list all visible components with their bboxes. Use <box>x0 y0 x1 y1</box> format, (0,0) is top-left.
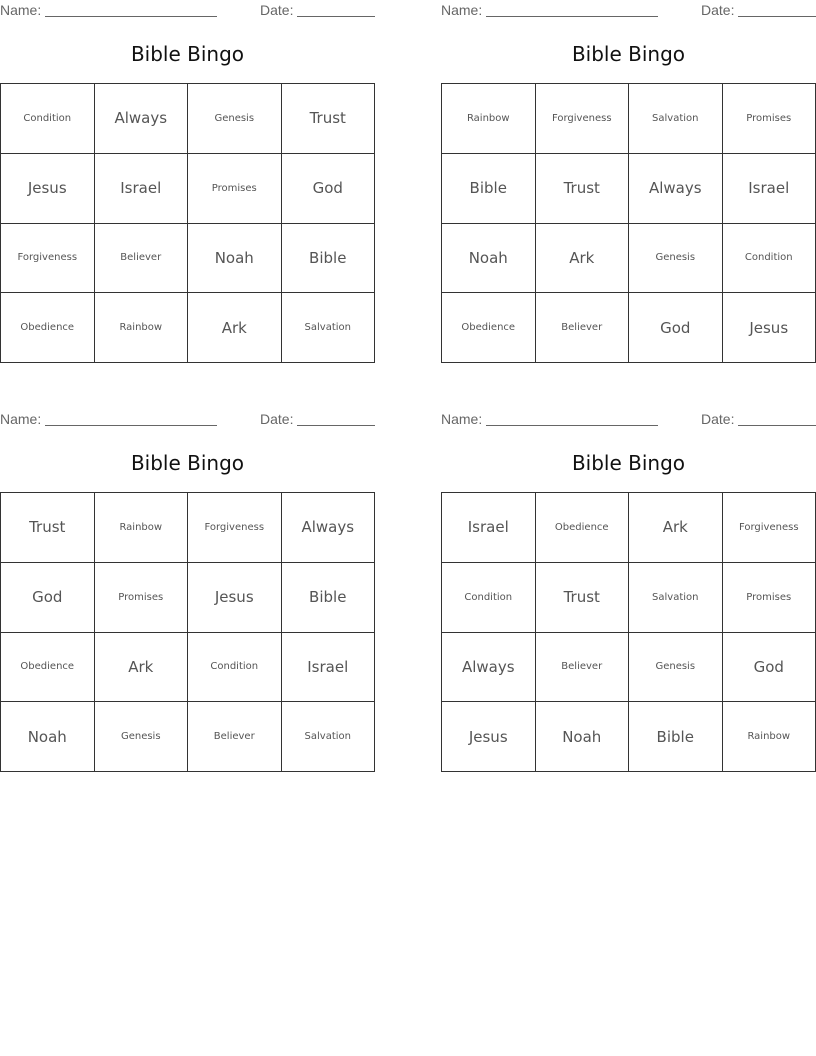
card-title: Bible Bingo <box>130 42 245 66</box>
bingo-cell: Ark <box>188 293 282 363</box>
bingo-cell: Condition <box>188 633 282 703</box>
bingo-cell: Promises <box>723 563 816 633</box>
bingo-cell: Ark <box>629 493 723 563</box>
name-blank-line <box>45 16 217 17</box>
bingo-cell: Salvation <box>282 702 376 772</box>
bingo-cell: Promises <box>723 84 816 154</box>
bingo-card <box>441 0 816 337</box>
date-blank-line <box>297 16 375 17</box>
name-date-header <box>441 411 816 429</box>
bingo-cell: Ark <box>536 224 630 294</box>
bingo-cell: Salvation <box>629 563 723 633</box>
name-blank-line <box>45 425 217 426</box>
bingo-cell: God <box>282 154 376 224</box>
bingo-cell: Noah <box>188 224 282 294</box>
date-label: Date: <box>260 411 294 427</box>
bingo-cell: Forgiveness <box>723 493 816 563</box>
bingo-cell: Bible <box>282 224 376 294</box>
bingo-cell: Genesis <box>188 84 282 154</box>
date-blank-line <box>738 16 816 17</box>
bingo-cell: Israel <box>442 493 536 563</box>
name-label: Name: <box>441 2 483 18</box>
name-label: Name: <box>0 411 42 427</box>
bingo-grid <box>441 492 816 772</box>
bingo-cell: Obedience <box>442 293 536 363</box>
bingo-cell: Believer <box>95 224 189 294</box>
bingo-cell: Forgiveness <box>1 224 95 294</box>
bingo-cell: Israel <box>95 154 189 224</box>
bingo-cell: Noah <box>442 224 536 294</box>
bingo-grid <box>441 83 816 363</box>
name-label: Name: <box>0 2 42 18</box>
bingo-cell: Trust <box>1 493 95 563</box>
bingo-card <box>0 409 375 746</box>
bingo-cell: Noah <box>536 702 630 772</box>
date-label: Date: <box>701 2 735 18</box>
bingo-cell: Obedience <box>1 633 95 703</box>
name-blank-line <box>486 425 658 426</box>
bingo-cell: Ark <box>95 633 189 703</box>
card-title: Bible Bingo <box>571 451 686 475</box>
bingo-cell: Obedience <box>536 493 630 563</box>
bingo-card <box>0 0 375 337</box>
bingo-cell: Condition <box>1 84 95 154</box>
bingo-cell: Promises <box>188 154 282 224</box>
bingo-cell: Trust <box>282 84 376 154</box>
card-title: Bible Bingo <box>571 42 686 66</box>
name-date-header <box>441 2 816 20</box>
bingo-cell: Forgiveness <box>536 84 630 154</box>
name-date-header <box>0 411 375 429</box>
bingo-cell: Israel <box>723 154 816 224</box>
bingo-cell: Rainbow <box>95 493 189 563</box>
bingo-cell: Trust <box>536 154 630 224</box>
bingo-cell: Noah <box>1 702 95 772</box>
bingo-cell: Genesis <box>629 633 723 703</box>
bingo-grid <box>0 492 375 772</box>
date-label: Date: <box>701 411 735 427</box>
bingo-cell: Believer <box>536 293 630 363</box>
bingo-cell: Rainbow <box>95 293 189 363</box>
bingo-cell: Believer <box>188 702 282 772</box>
card-title: Bible Bingo <box>130 451 245 475</box>
bingo-card <box>441 409 816 746</box>
bingo-cell: God <box>629 293 723 363</box>
bingo-cell: Always <box>629 154 723 224</box>
bingo-cell: Always <box>95 84 189 154</box>
bingo-cell: Genesis <box>629 224 723 294</box>
bingo-cell: Jesus <box>723 293 816 363</box>
bingo-cell: Rainbow <box>723 702 816 772</box>
bingo-grid <box>0 83 375 363</box>
bingo-cell: Bible <box>629 702 723 772</box>
bingo-cell: God <box>723 633 816 703</box>
bingo-cell: Salvation <box>282 293 376 363</box>
bingo-cell: Rainbow <box>442 84 536 154</box>
bingo-cell: Genesis <box>95 702 189 772</box>
bingo-cell: Jesus <box>188 563 282 633</box>
bingo-cell: Jesus <box>442 702 536 772</box>
bingo-cell: Condition <box>723 224 816 294</box>
bingo-cell: God <box>1 563 95 633</box>
bingo-cell: Obedience <box>1 293 95 363</box>
date-blank-line <box>738 425 816 426</box>
bingo-cell: Always <box>442 633 536 703</box>
bingo-cell: Believer <box>536 633 630 703</box>
bingo-cell: Salvation <box>629 84 723 154</box>
date-blank-line <box>297 425 375 426</box>
bingo-cell: Promises <box>95 563 189 633</box>
bingo-cell: Forgiveness <box>188 493 282 563</box>
bingo-cell: Trust <box>536 563 630 633</box>
bingo-cell: Bible <box>442 154 536 224</box>
name-label: Name: <box>441 411 483 427</box>
name-date-header <box>0 2 375 20</box>
name-blank-line <box>486 16 658 17</box>
bingo-cell: Always <box>282 493 376 563</box>
date-label: Date: <box>260 2 294 18</box>
bingo-cell: Bible <box>282 563 376 633</box>
bingo-cell: Condition <box>442 563 536 633</box>
bingo-cell: Jesus <box>1 154 95 224</box>
bingo-cell: Israel <box>282 633 376 703</box>
